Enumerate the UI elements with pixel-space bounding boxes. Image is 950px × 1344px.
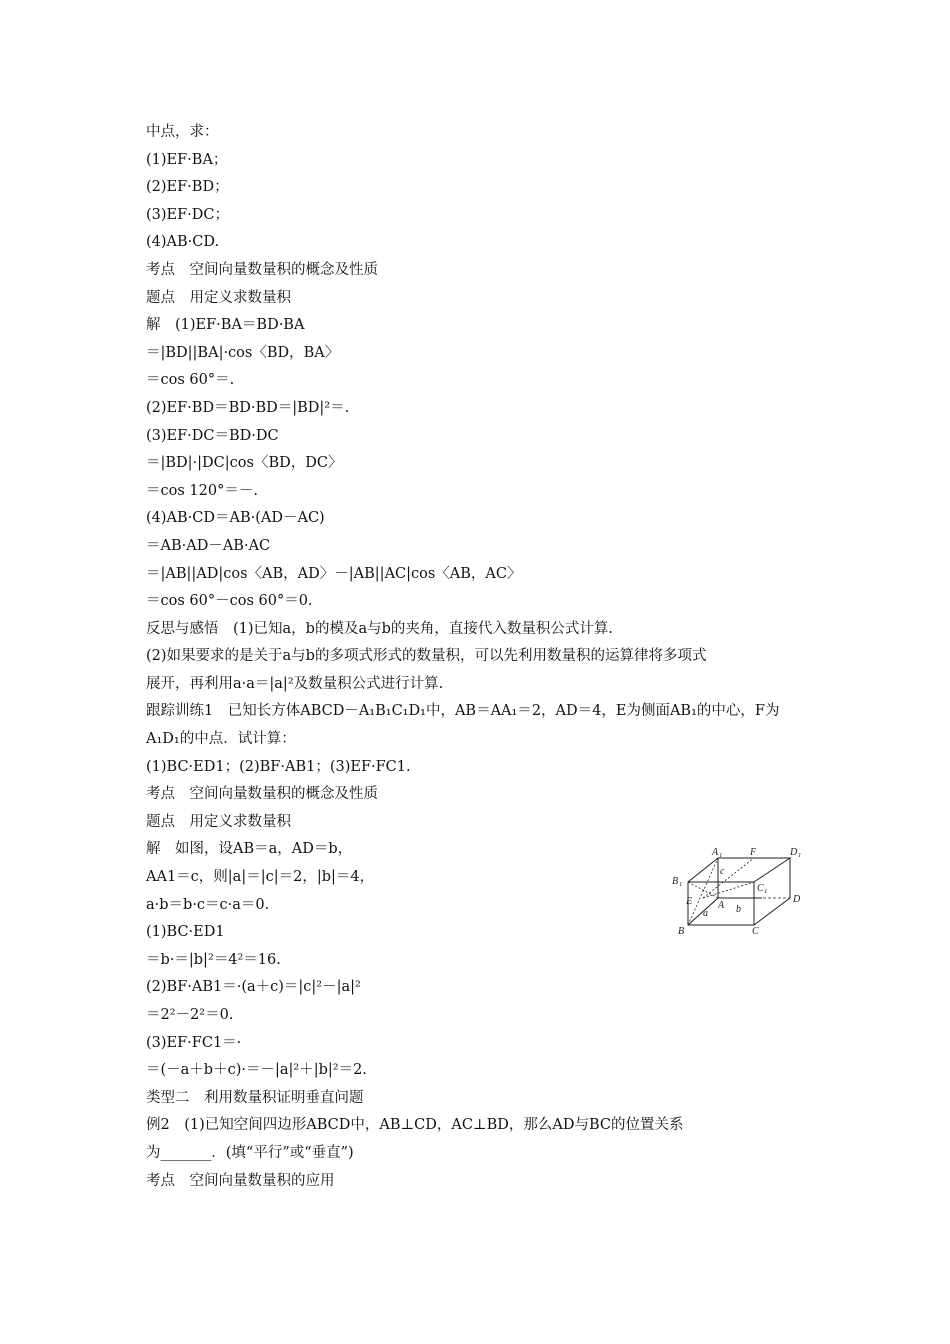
text-line: ＝AB·AD－AB·AC — [146, 537, 271, 554]
text-line: 考点 空间向量数量积的概念及性质 — [146, 786, 378, 803]
label-c: c — [720, 866, 725, 877]
text-column — [146, 119, 811, 1195]
text-line: ＝cos 60°－cos 60°＝0. — [146, 593, 313, 610]
text-line: (1)EF·BA； — [146, 151, 228, 168]
text-line: ＝|BD|·|DC|cos〈BD，DC〉 — [146, 455, 343, 472]
text-line: (4)AB·CD. — [146, 234, 220, 251]
label-F: F — [750, 847, 757, 858]
label-A1: A — [712, 847, 719, 858]
label-D1-sub: 1 — [798, 852, 802, 859]
text-line: 题点 用定义求数量积 — [146, 813, 291, 830]
label-E: E — [686, 896, 693, 907]
label-A1-sub: 1 — [719, 852, 723, 859]
cuboid-figure — [668, 842, 810, 938]
label-D1: D — [790, 847, 798, 858]
label-A: A — [718, 900, 725, 911]
text-line: 为_______．(填“平行”或“垂直”) — [146, 1144, 354, 1161]
text-line: (1)BC·ED1；(2)BF·AB1；(3)EF·FC1. — [146, 758, 411, 775]
text-line: (4)AB·CD＝AB·(AD－AC) — [146, 510, 325, 527]
ed1-line — [703, 882, 754, 898]
text-line: 展开，再利用a·a＝|a|²及数量积公式进行计算. — [146, 675, 444, 692]
text-line: 解 (1)EF·BA＝BD·BA — [146, 317, 305, 334]
text-line: 类型二 利用数量积证明垂直问题 — [146, 1089, 364, 1106]
text-line: ＝b·＝|b|²＝4²＝16. — [146, 951, 281, 968]
text-line: (2)BF·AB1＝·(a＋c)＝|c|²－|a|² — [146, 979, 361, 996]
text-line: ＝2²－2²＝0. — [146, 1007, 234, 1023]
text-line: 跟踪训练1 已知长方体ABCD－A₁B₁C₁D₁中，AB＝AA₁＝2，AD＝4，E为侧面AB₁的中心，F为 — [146, 703, 780, 720]
text-line: 中点，求： — [146, 124, 219, 140]
text-line: 考点 空间向量数量积的应用 — [146, 1172, 335, 1189]
label-b: b — [736, 904, 741, 915]
label-C1: C — [757, 883, 764, 894]
text-line: 题点 用定义求数量积 — [146, 289, 291, 306]
label-a: a — [703, 908, 708, 919]
label-B1-sub: 1 — [679, 881, 683, 888]
text-line: AA1＝c，则|a|＝|c|＝2，|b|＝4， — [146, 869, 375, 886]
label-C: C — [752, 926, 759, 937]
text-line: 反思与感悟 (1)已知a，b的模及a与b的夹角，直接代入数量积公式计算. — [146, 620, 613, 637]
text-line: (3)EF·DC； — [146, 206, 230, 223]
text-line: ＝|BD||BA|·cos〈BD，BA〉 — [146, 344, 340, 361]
text-line: a·b＝b·c＝c·a＝0. — [146, 896, 270, 913]
text-line: 解 如图，设AB＝a，AD＝b， — [146, 841, 353, 858]
text-line: (3)EF·FC1＝· — [146, 1034, 242, 1051]
text-line: (2)EF·BD＝BD·BD＝|BD|²＝. — [146, 399, 350, 416]
label-B1: B — [672, 876, 679, 887]
text-line: ＝(－a＋b＋c)·＝－|a|²＋|b|²＝2. — [146, 1062, 367, 1079]
text-line: (2)如果要求的是关于a与b的多项式形式的数量积，可以先利用数量积的运算律将多项式 — [146, 648, 707, 665]
text-line: A₁D₁的中点．试计算： — [146, 731, 296, 748]
label-B: B — [678, 926, 685, 937]
text-line: (3)EF·DC＝BD·DC — [146, 427, 279, 444]
label-D: D — [793, 894, 801, 905]
text-line: 例2 (1)已知空间四边形ABCD中，AB⊥CD，AC⊥BD，那么AD与BC的位置关系 — [146, 1117, 684, 1134]
text-line: (2)EF·BD； — [146, 179, 229, 196]
text-line: ＝|AB||AD|cos〈AB，AD〉－|AB||AC|cos〈AB，AC〉 — [146, 565, 522, 582]
label-C1-sub: 1 — [764, 888, 768, 895]
text-line: ＝cos 60°＝. — [146, 372, 235, 389]
text-line: ＝cos 120°＝－. — [146, 482, 258, 499]
cuboid-diagram — [668, 842, 810, 938]
text-line: 考点 空间向量数量积的概念及性质 — [146, 261, 378, 278]
text-line: (1)BC·ED1 — [146, 924, 225, 941]
